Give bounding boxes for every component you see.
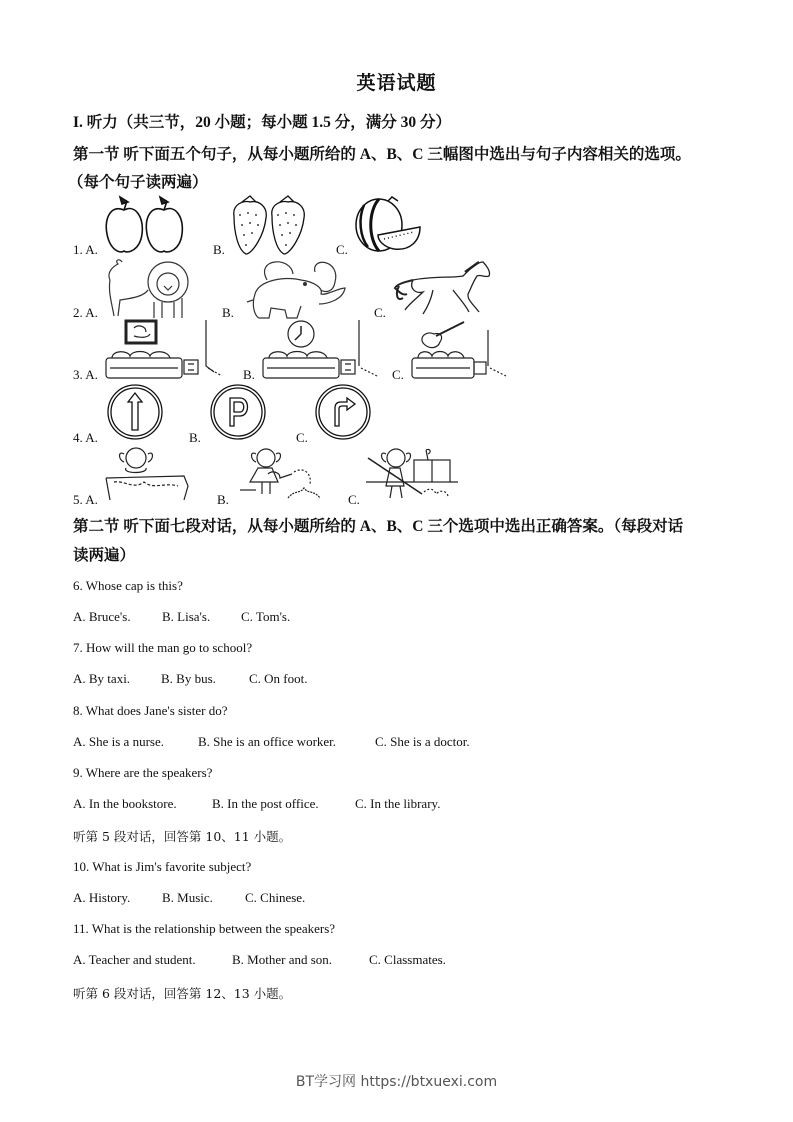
- section2-instruction: 第二节 听下面七段对话，从每小题所给的 A、B、C 三个选项中选出正确答案。（每段对话: [73, 518, 684, 535]
- page-title: 英语试题: [356, 73, 437, 94]
- question-9: 9. Where are the speakers?: [73, 765, 213, 780]
- girl-watering-flowers-icon: [238, 446, 324, 502]
- elephant-icon: [245, 260, 345, 320]
- lion-icon: [104, 258, 196, 320]
- section1-instruction: 第一节 听下面五个句子，从每小题所给的 A、B、C 三幅图中选出与句子内容相关的选项。: [73, 146, 691, 163]
- q4-label-a: 4. A.: [73, 430, 98, 445]
- question-11: 11. What is the relationship between the speakers?: [73, 921, 336, 936]
- dialogue-6-instruction: 听第 6 段对话，回答第 12、13 小题。: [73, 986, 292, 1001]
- q1-label-a: 1. A.: [73, 242, 98, 257]
- option-c: C. Chinese.: [245, 890, 306, 905]
- option-b: B. Mother and son.: [232, 952, 333, 967]
- option-c: C. She is a doctor.: [375, 734, 470, 749]
- q2-label-a: 2. A.: [73, 305, 98, 320]
- option-a: A. In the bookstore.: [73, 796, 177, 811]
- sofa-with-guitar-icon: [410, 320, 510, 380]
- q5-label-c: C.: [348, 492, 360, 507]
- sofa-with-picture-icon: [104, 320, 214, 380]
- section2-instruction-cont: 读两遍）: [73, 547, 136, 564]
- question-8: 8. What does Jane's sister do?: [73, 703, 228, 718]
- strawberries-icon: [230, 196, 310, 256]
- option-a: A. Teacher and student.: [73, 952, 196, 967]
- horse-icon: [393, 258, 493, 316]
- girl-sweeping-floor-icon: [366, 446, 458, 502]
- dialogue-5-instruction: 听第 5 段对话，回答第 10、11 小题。: [73, 829, 292, 844]
- question-7: 7. How will the man go to school?: [73, 640, 253, 655]
- option-c: C. Classmates.: [369, 952, 446, 967]
- option-a: A. By taxi.: [73, 671, 131, 686]
- option-b: B. Lisa's.: [162, 609, 211, 624]
- q4-label-c: C.: [296, 430, 308, 445]
- watermelon-icon: [354, 197, 424, 255]
- option-b: B. In the post office.: [212, 796, 319, 811]
- q3-label-a: 3. A.: [73, 367, 98, 382]
- option-b: B. By bus.: [161, 671, 216, 686]
- option-a: A. History.: [73, 890, 131, 905]
- question-6: 6. Whose cap is this?: [73, 578, 183, 593]
- section1-instruction-cont: （每个句子读两遍）: [68, 174, 208, 191]
- q3-label-c: C.: [392, 367, 404, 382]
- option-a: A. Bruce's.: [73, 609, 131, 624]
- option-c: C. On foot.: [249, 671, 308, 686]
- parking-sign-icon: [210, 384, 266, 440]
- q2-label-c: C.: [374, 305, 386, 320]
- apples-icon: [104, 196, 186, 256]
- option-b: B. Music.: [162, 890, 213, 905]
- option-c: C. In the library.: [355, 796, 441, 811]
- watermark-footer: BT学习网 https://btxuexi.com: [295, 1074, 498, 1090]
- q5-label-b: B.: [217, 492, 229, 507]
- turn-right-sign-icon: [315, 384, 371, 440]
- q1-label-b: B.: [213, 242, 225, 257]
- q1-label-c: C.: [336, 242, 348, 257]
- q2-label-b: B.: [222, 305, 234, 320]
- girl-cooking-icon: [104, 446, 190, 502]
- option-a: A. She is a nurse.: [73, 734, 164, 749]
- option-c: C. Tom's.: [241, 609, 291, 624]
- part-heading: I. 听力（共三节，20 小题；每小题 1.5 分，满分 30 分）: [73, 114, 452, 131]
- question-10: 10. What is Jim's favorite subject?: [73, 859, 252, 874]
- go-straight-sign-icon: [107, 384, 163, 440]
- q3-label-b: B.: [243, 367, 255, 382]
- sofa-with-clock-icon: [261, 320, 371, 380]
- q5-label-a: 5. A.: [73, 492, 98, 507]
- q4-label-b: B.: [189, 430, 201, 445]
- option-b: B. She is an office worker.: [198, 734, 337, 749]
